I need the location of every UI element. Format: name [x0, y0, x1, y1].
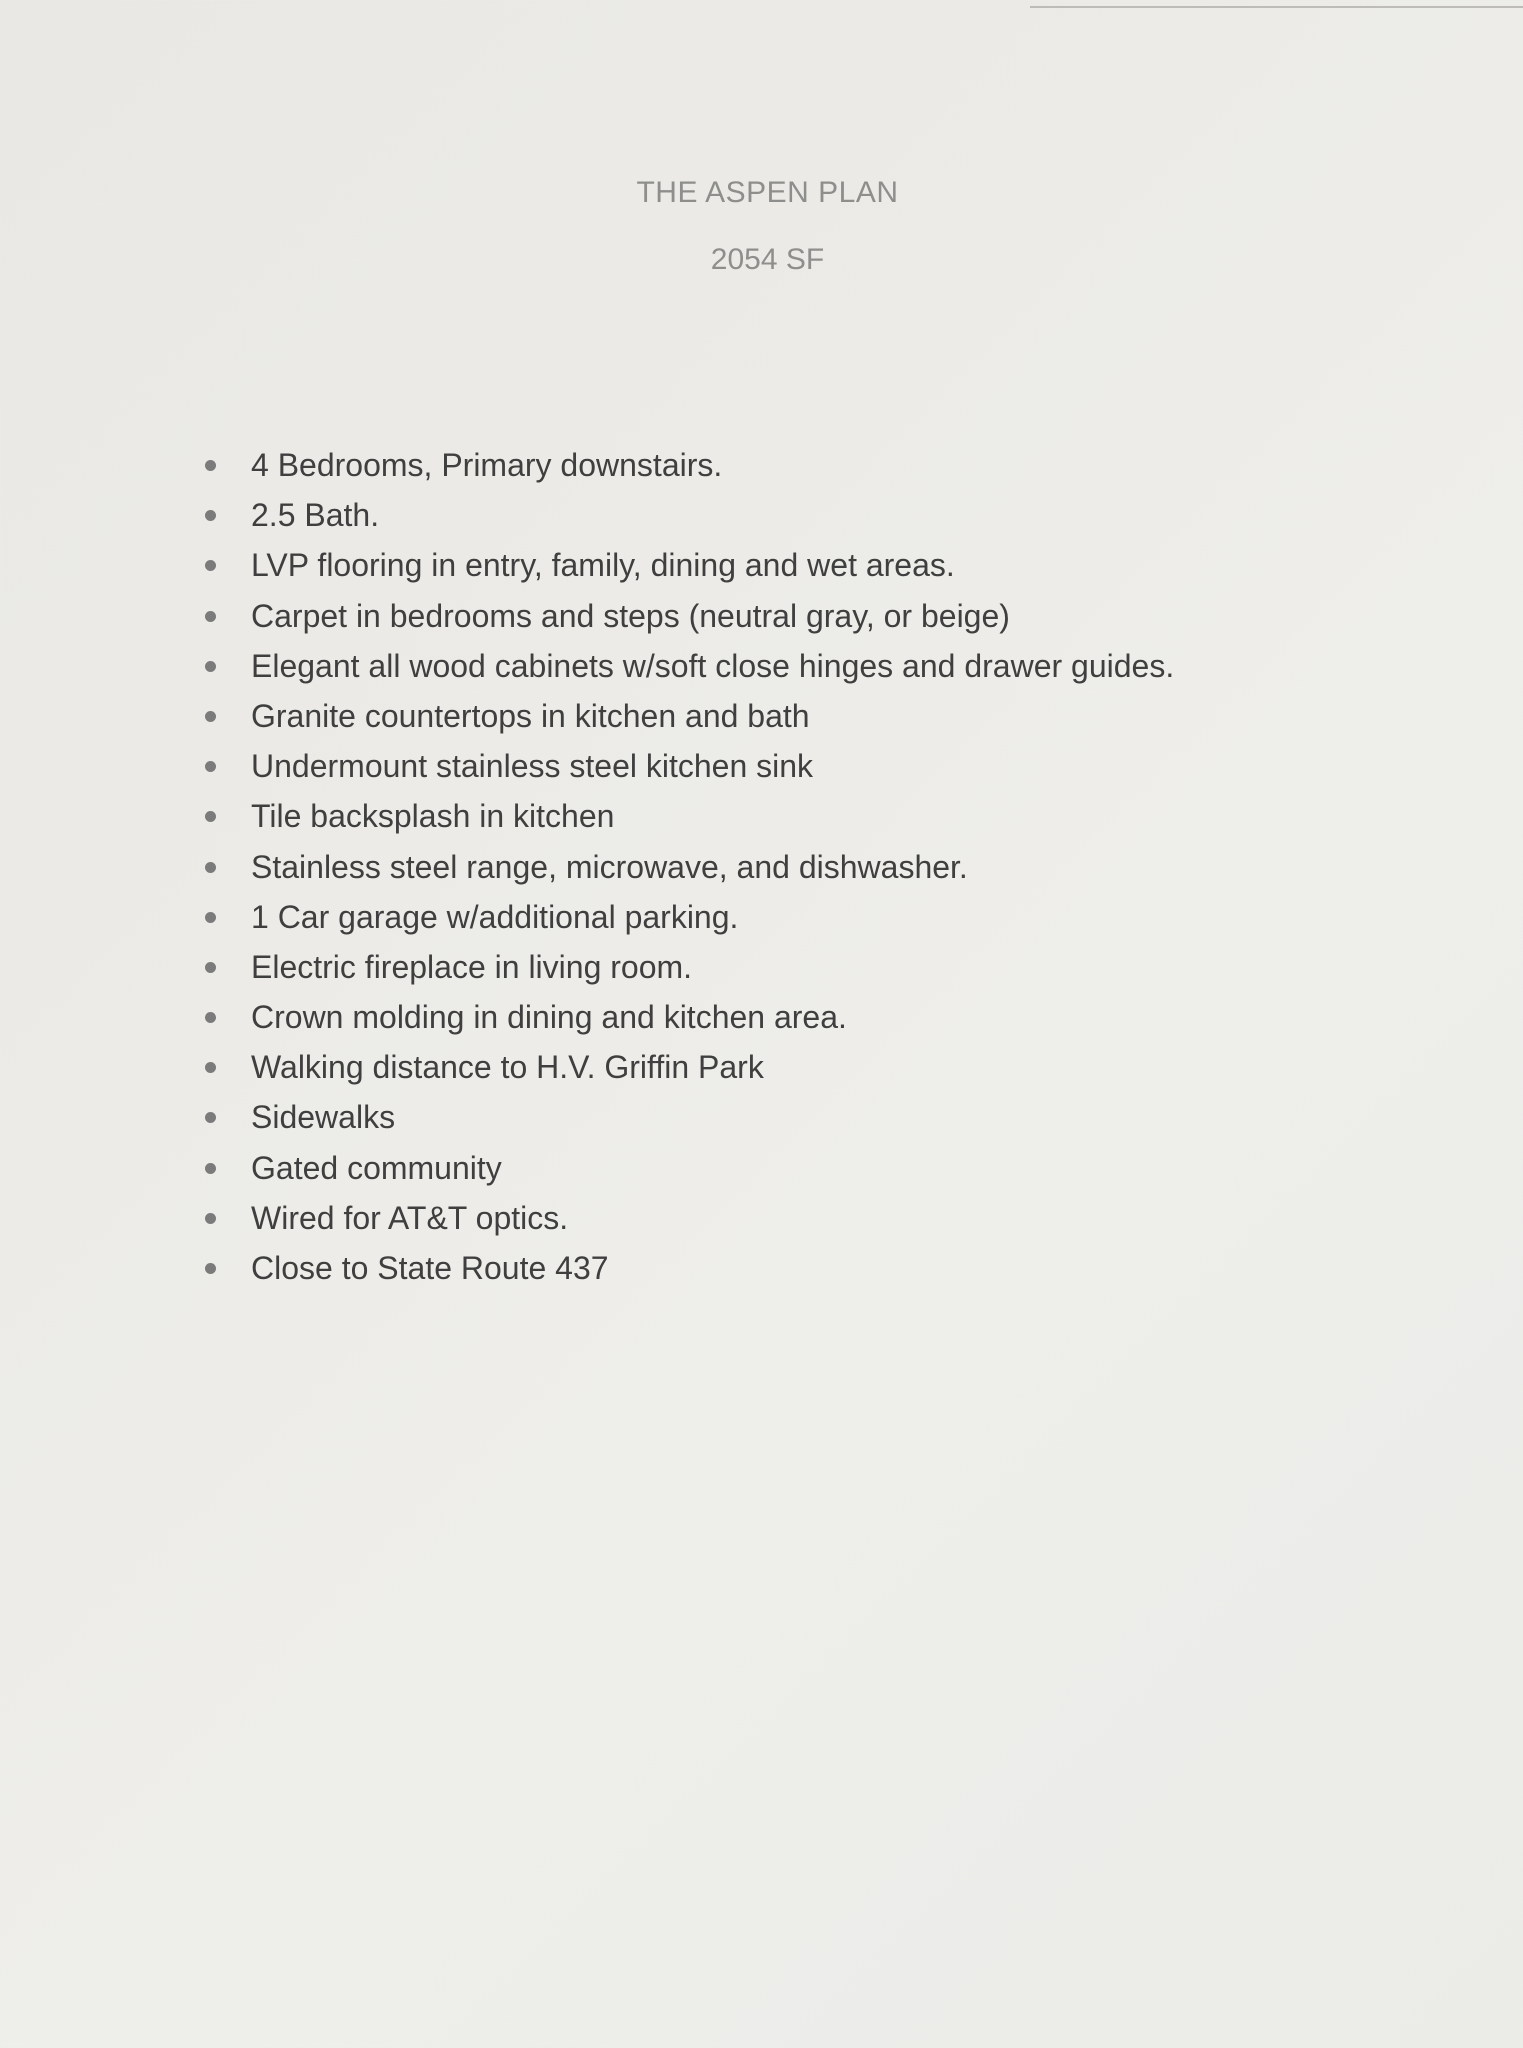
feature-text: Close to State Route 437	[251, 1250, 609, 1286]
bullet-icon	[205, 460, 216, 471]
bullet-icon	[205, 560, 216, 571]
feature-text: LVP flooring in entry, family, dining and wet areas.	[251, 547, 955, 584]
feature-text: Elegant all wood cabinets w/soft close hinges and drawer guides.	[251, 647, 1175, 684]
bullet-icon	[205, 962, 216, 973]
square-footage: 2054 SF	[710, 243, 825, 276]
feature-text: Granite countertops in kitchen and bath	[251, 697, 810, 734]
feature-text: Walking distance to H.V. Griffin Park	[251, 1049, 764, 1086]
feature-text: Gated community	[251, 1149, 502, 1186]
feature-text: Sidewalks	[251, 1099, 396, 1136]
bullet-icon	[205, 761, 216, 772]
feature-text: 2.5 Bath.	[251, 497, 380, 534]
bullet-icon	[205, 1213, 216, 1224]
feature-text: Crown molding in dining and kitchen area.	[251, 999, 847, 1036]
page-title: THE ASPEN PLAN	[636, 176, 899, 209]
feature-text: Stainless steel range, microwave, and dishwasher.	[251, 848, 968, 885]
feature-text: Wired for AT&T optics.	[251, 1199, 569, 1236]
paper-edge	[1030, 6, 1523, 8]
bullet-icon	[205, 661, 216, 672]
feature-text: Undermount stainless steel kitchen sink	[251, 748, 814, 785]
feature-text: Electric fireplace in living room.	[251, 948, 693, 985]
feature-text: Tile backsplash in kitchen	[251, 798, 615, 835]
bullet-icon	[205, 1062, 216, 1073]
feature-text: 1 Car garage w/additional parking.	[251, 898, 739, 935]
bullet-icon	[205, 611, 216, 622]
feature-text: 4 Bedrooms, Primary downstairs.	[251, 447, 723, 483]
bullet-icon	[205, 510, 216, 521]
bullet-icon	[205, 1112, 216, 1123]
feature-text: Carpet in bedrooms and steps (neutral gray, or beige)	[251, 597, 1010, 634]
bullet-icon	[205, 862, 216, 873]
bullet-icon	[205, 811, 216, 822]
bullet-icon	[205, 1163, 216, 1174]
bullet-icon	[205, 912, 216, 923]
bullet-icon	[205, 711, 216, 722]
bullet-icon	[205, 1012, 216, 1023]
bullet-icon	[205, 1263, 216, 1274]
